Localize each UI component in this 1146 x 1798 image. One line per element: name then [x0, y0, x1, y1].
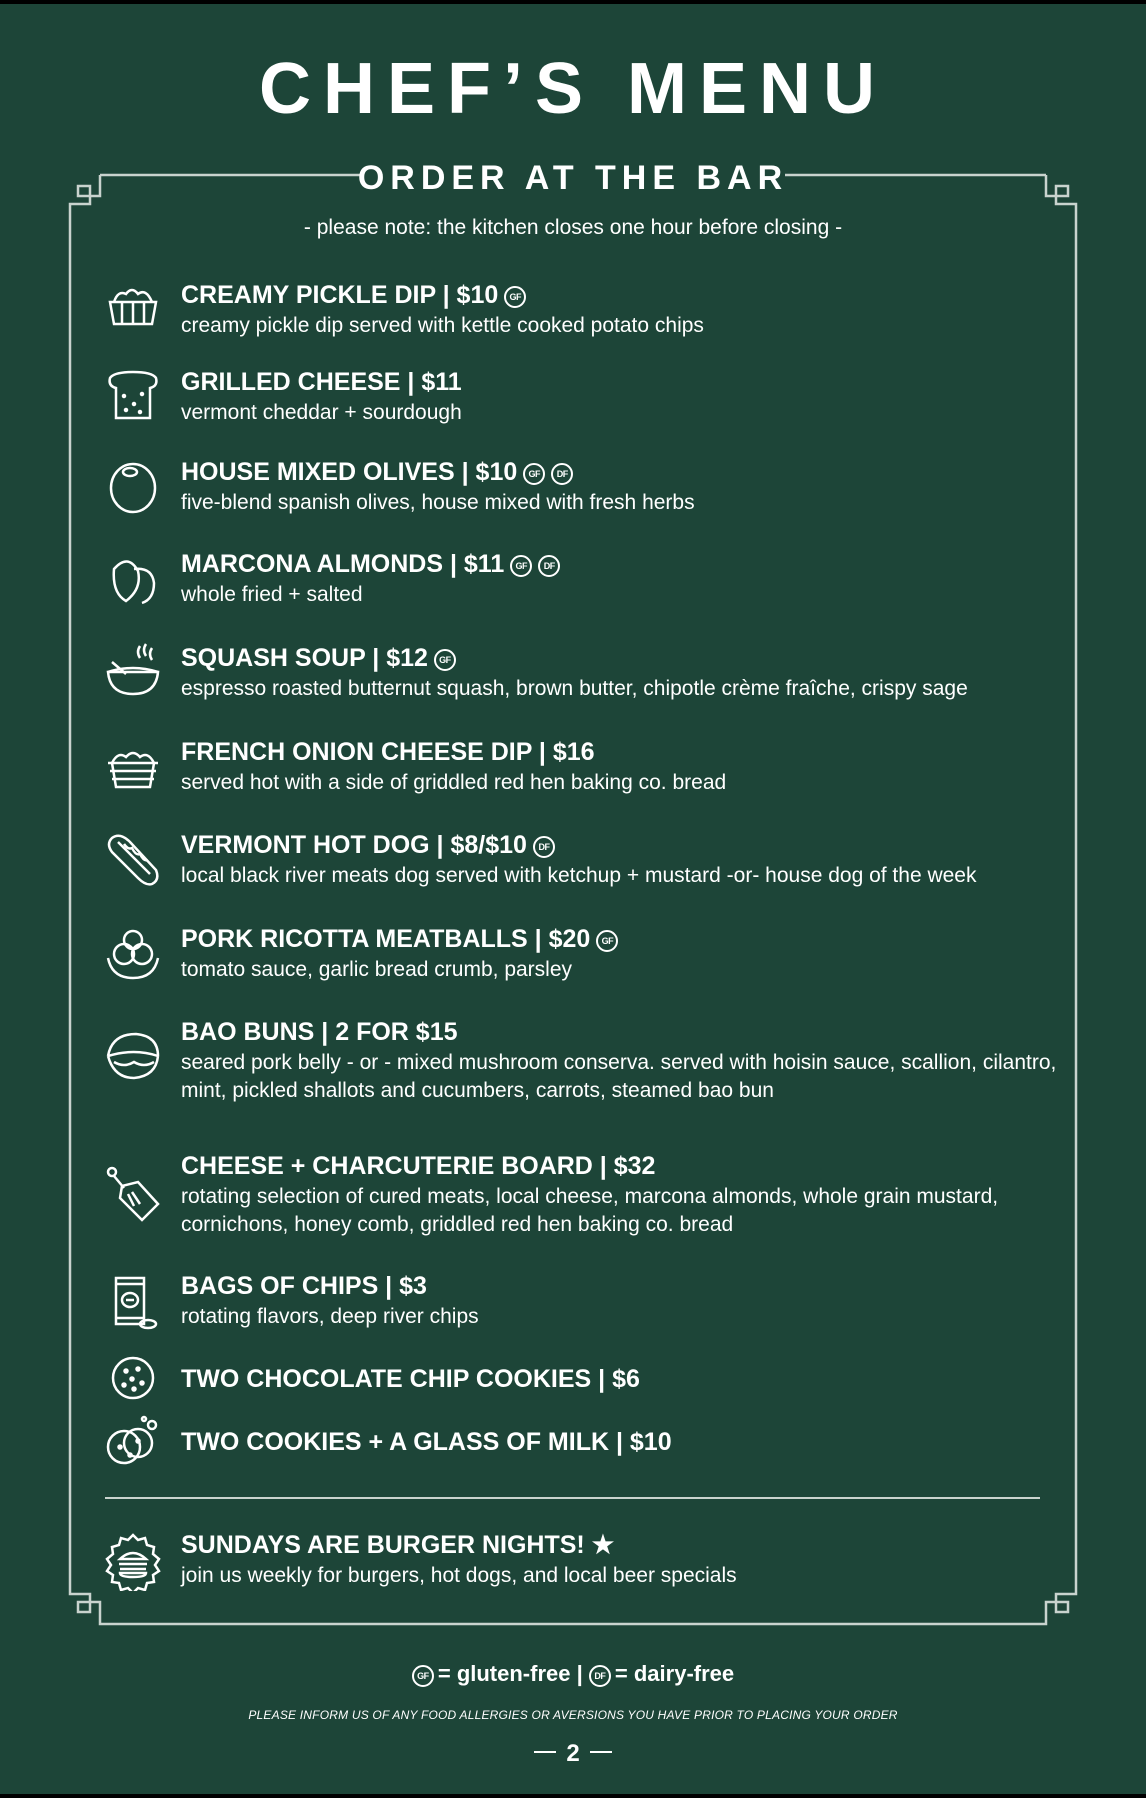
df-badge: DF: [533, 836, 555, 858]
soup-bowl-icon: [104, 640, 162, 698]
menu-item: [181, 922, 1061, 984]
almond-icon: [104, 549, 162, 607]
hot-dog-icon: [104, 830, 162, 888]
olive-icon: [104, 456, 162, 514]
df-badge: DF: [551, 463, 573, 485]
menu-item-title: CHEESE + CHARCUTERIE BOARD | $32: [181, 1152, 656, 1180]
cookie-icon: [104, 1349, 162, 1407]
menu-item: [181, 1149, 1061, 1239]
menu-item-title: TWO CHOCOLATE CHIP COOKIES | $6: [181, 1365, 640, 1393]
burger-night-special: [181, 1528, 1061, 1590]
gf-badge: GF: [510, 555, 532, 577]
cutting-board-icon: [104, 1164, 162, 1222]
special-description: join us weekly for burgers, hot dogs, and local beer specials: [181, 1564, 737, 1587]
menu-item: [181, 547, 1061, 609]
gf-badge: GF: [434, 649, 456, 671]
menu-item-title: GRILLED CHEESE | $11: [181, 368, 462, 396]
bao-bun-icon: [104, 1026, 162, 1084]
menu-item-description: local black river meats dog served with ketchup + mustard -or- house dog of the week: [181, 864, 977, 887]
menu-title: CHEF’S MENU: [258, 49, 888, 129]
menu-item: [181, 455, 1061, 517]
gf-badge: GF: [596, 930, 618, 952]
menu-item-description: five-blend spanish olives, house mixed with fresh herbs: [181, 491, 695, 514]
menu-item: [181, 278, 1061, 340]
gf-badge: GF: [504, 286, 526, 308]
menu-page: [0, 4, 1146, 1794]
menu-item: [181, 1015, 1061, 1105]
menu-item-title: MARCONA ALMONDS | $11 GF DF: [181, 547, 1061, 581]
menu-item-title: HOUSE MIXED OLIVES | $10 GF DF: [181, 455, 1061, 489]
chip-bag-icon: [104, 1274, 162, 1332]
menu-item-description: rotating flavors, deep river chips: [181, 1305, 479, 1328]
burger-badge-icon: [104, 1533, 162, 1591]
menu-item-title: FRENCH ONION CHEESE DIP | $16: [181, 738, 595, 766]
dietary-legend: [0, 1661, 1146, 1687]
menu-item-description: seared pork belly - or - mixed mushroom conserva. served with hoisin sauce, scallion, cilantro, mint, pickled shallots and cucumbers, carrots, steamed bao bun: [181, 1051, 1057, 1102]
meatballs-icon: [104, 924, 162, 982]
menu-item: [181, 1362, 1061, 1396]
menu-item: [181, 365, 1061, 427]
menu-item-title: VERMONT HOT DOG | $8/$10 DF: [181, 828, 1061, 862]
menu-item-description: whole fried + salted: [181, 583, 363, 606]
bread-slice-icon: [104, 366, 162, 424]
df-badge: DF: [538, 555, 560, 577]
legend-separator: |: [576, 1661, 583, 1686]
menu-item-title: BAGS OF CHIPS | $3: [181, 1272, 427, 1300]
dash-left: [534, 1751, 556, 1753]
gf-legend-label: = gluten-free: [437, 1661, 571, 1686]
dash-right: [590, 1751, 612, 1753]
gf-badge: GF: [523, 463, 545, 485]
page-number: [0, 1740, 1146, 1768]
menu-item: [181, 1425, 1061, 1459]
menu-item-description: creamy pickle dip served with kettle cooked potato chips: [181, 314, 704, 337]
menu-item-title: SQUASH SOUP | $12 GF: [181, 641, 1061, 675]
menu-item: [181, 641, 1061, 703]
menu-item-description: rotating selection of cured meats, local cheese, marcona almonds, whole grain mustard, cornichons, honey comb, griddled red hen baking co. bread: [181, 1185, 999, 1236]
menu-item-title: TWO COOKIES + A GLASS OF MILK | $10: [181, 1428, 672, 1456]
gf-badge: GF: [412, 1665, 434, 1687]
special-title: SUNDAYS ARE BURGER NIGHTS! ★: [181, 1531, 615, 1559]
page-number-text: 2: [566, 1740, 580, 1767]
menu-item-description: tomato sauce, garlic bread crumb, parsley: [181, 958, 573, 981]
menu-frame: [0, 4, 1146, 1794]
chips-basket-icon: [104, 276, 162, 334]
kitchen-note: - please note: the kitchen closes one hour before closing -: [303, 216, 843, 239]
menu-item-description: vermont cheddar + sourdough: [181, 401, 462, 424]
menu-item-title: CREAMY PICKLE DIP | $10 GF: [181, 278, 1061, 312]
menu-item: [181, 1269, 1061, 1331]
menu-item-title: BAO BUNS | 2 FOR $15: [181, 1018, 458, 1046]
menu-item: [181, 735, 1061, 797]
menu-item: [181, 828, 1061, 890]
baking-dish-icon: [104, 737, 162, 795]
allergy-disclaimer: PLEASE INFORM US OF ANY FOOD ALLERGIES OR AVERSIONS YOU HAVE PRIOR TO PLACING YOUR ORDER: [248, 1708, 898, 1722]
df-badge: DF: [589, 1665, 611, 1687]
df-legend-label: = dairy-free: [614, 1661, 735, 1686]
menu-subtitle: ORDER AT THE BAR: [357, 159, 789, 197]
menu-item-description: espresso roasted butternut squash, brown butter, chipotle crème fraîche, crispy sage: [181, 677, 968, 700]
menu-item-description: served hot with a side of griddled red hen baking co. bread: [181, 771, 727, 794]
cookies-milk-icon: [104, 1413, 162, 1471]
section-divider: [105, 1497, 1040, 1499]
menu-item-title: PORK RICOTTA MEATBALLS | $20 GF: [181, 922, 1061, 956]
